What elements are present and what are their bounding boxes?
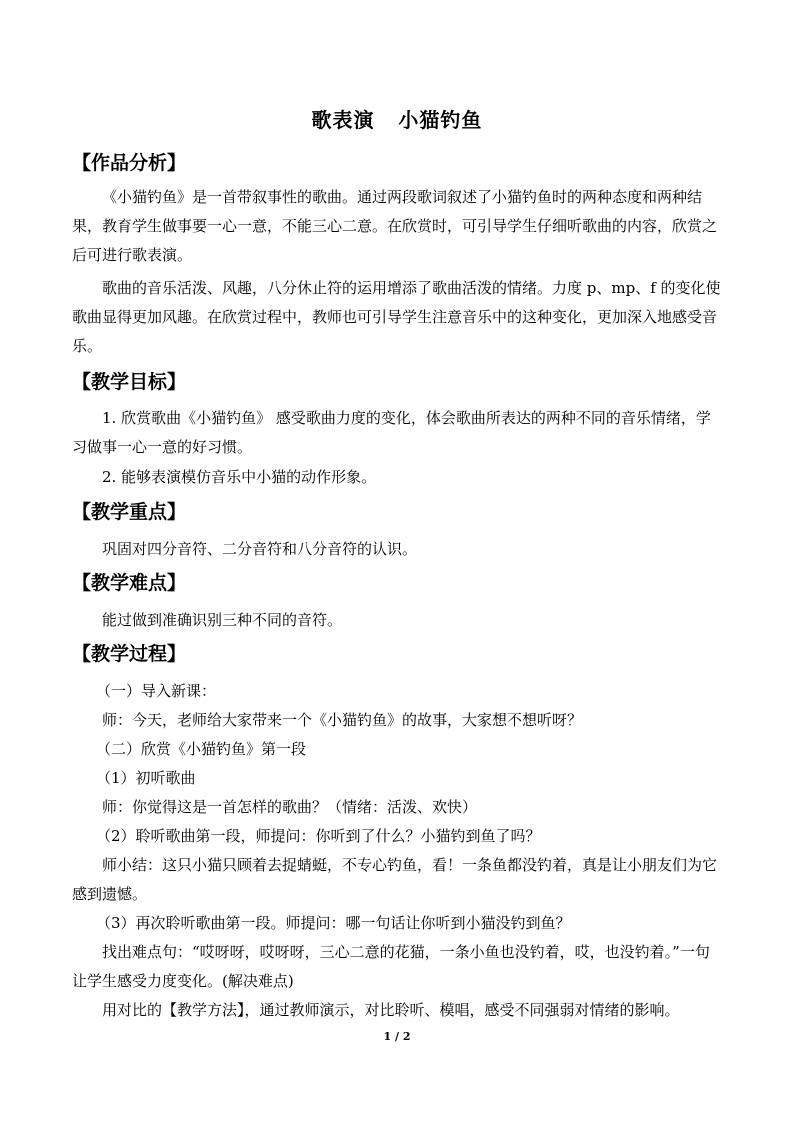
document-title: 歌表演 小猫钓鱼: [311, 108, 483, 132]
heading-key-points: 【教学重点】: [72, 501, 187, 523]
process-line-9: 找出难点句：“哎呀呀，哎呀呀，三心二意的花猫，一条小鱼也没钓着，哎，也没钓着。”一句让学生感受力度变化。(解决难点): [72, 943, 710, 990]
process-line-3: （二）欣赏《小猫钓鱼》第一段: [96, 740, 307, 758]
process-line-1: （一）导入新课：: [96, 682, 217, 700]
heading-difficulty: 【教学难点】: [72, 572, 187, 594]
analysis-paragraph-1: 《小猫钓鱼》是一首带叙事性的歌曲。通过两段歌词叙述了小猫钓鱼时的两种态度和两种结果，教育学生做事要一心一意，不能三心二意。在欣赏时，可引导学生仔细听歌曲的内容，欣赏之后可进行歌表演。: [72, 188, 718, 264]
goal-item-1: 1. 欣赏歌曲《小猫钓鱼》 感受歌曲力度的变化，体会歌曲所表达的两种不同的音乐情绪，学习做事一心一意的好习惯。: [72, 409, 711, 456]
page-number: 1 / 2: [383, 1030, 411, 1043]
process-line-10: 用对比的【教学方法】，通过教师演示，对比聆听、模唱，感受不同强弱对情绪的影响。: [102, 1001, 680, 1019]
process-line-5: 师：你觉得这是一首怎样的歌曲？（情绪：活泼、欢快）: [102, 798, 478, 816]
goal-item-2: 2. 能够表演模仿音乐中小猫的动作形象。: [102, 468, 377, 486]
process-line-8: （3）再次聆听歌曲第一段。师提问：哪一句话让你听到小猫没钓到鱼？: [96, 914, 571, 932]
process-line-7: 师小结：这只小猫只顾着去捉蜻蜓，不专心钓鱼，看！一条鱼都没钓着，真是让小朋友们为它感到遗憾。: [72, 856, 718, 903]
heading-goals: 【教学目标】: [72, 371, 187, 393]
analysis-paragraph-2: 歌曲的音乐活泼、风趣，八分休止符的运用增添了歌曲活泼的情绪。力度 p、mp、f 的变化使歌曲显得更加风趣。在欣赏过程中，教师也可引导学生注意音乐中的这种变化，更加深入地感受音乐。: [72, 279, 721, 355]
process-line-2: 师：今天，老师给大家带来一个《小猫钓鱼》的故事，大家想不想听呀？: [102, 711, 583, 729]
heading-analysis: 【作品分析】: [72, 152, 187, 174]
key-points-text: 巩固对四分音符、二分音符和八分音符的认识。: [102, 540, 418, 558]
process-line-6: （2）聆听歌曲第一段，师提问：你听到了什么？小猫钓到鱼了吗？: [96, 827, 541, 845]
difficulty-text: 能过做到准确识别三种不同的音符。: [102, 611, 343, 629]
process-line-4: （1）初听歌曲: [96, 769, 196, 787]
heading-process: 【教学过程】: [72, 643, 187, 665]
